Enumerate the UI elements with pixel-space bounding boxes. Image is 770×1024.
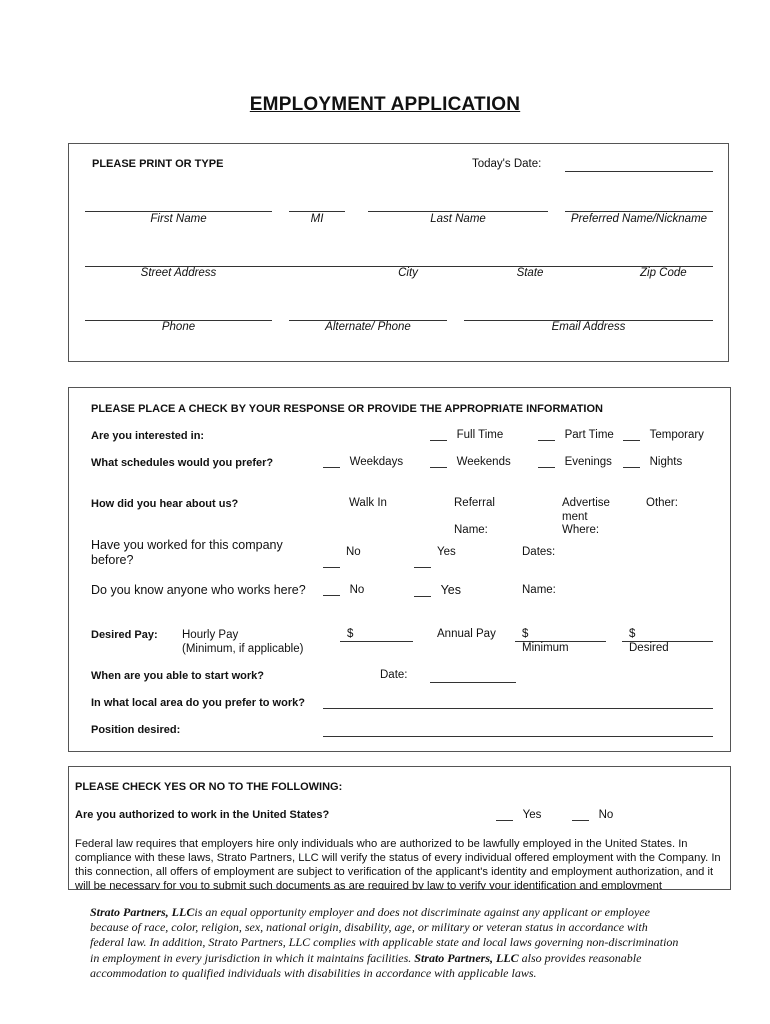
hourly-pay-dollar: $ <box>347 628 354 640</box>
todays-date-field[interactable] <box>565 171 713 172</box>
other-option[interactable]: Other: <box>646 497 678 509</box>
desired-caption: Desired <box>629 642 669 654</box>
weekdays-option[interactable]: Weekdays <box>323 456 403 468</box>
local-area-question: In what local area do you prefer to work? <box>91 697 305 709</box>
city-caption: City <box>398 267 418 279</box>
email-caption: Email Address <box>551 321 626 333</box>
hourly-pay-field[interactable] <box>340 641 413 642</box>
referral-name-label: Name: <box>454 524 488 536</box>
walk-in-option[interactable]: Walk In <box>349 497 387 509</box>
alt-phone-caption: Alternate/ Phone <box>325 321 411 333</box>
nickname-caption: Preferred Name/Nickname <box>570 213 708 225</box>
mi-field[interactable] <box>289 211 345 212</box>
start-date-field[interactable] <box>430 682 516 683</box>
start-work-question: When are you able to start work? <box>91 670 264 682</box>
eoe-company-name-2: Strato Partners, LLC <box>414 950 519 965</box>
todays-date-label: Today's Date: <box>472 158 542 170</box>
worked-yes-label: Yes <box>437 546 456 558</box>
yes-no-header: PLEASE CHECK YES OR NO TO THE FOLLOWING: <box>75 781 343 793</box>
federal-law-paragraph: Federal law requires that employers hire only individuals who are authorized to be lawfully employed in the United States. In compliance with these laws, Strato Partners, LLC will verify the status of every individual offered employment with the Company. In this connection, all offers of employment are subject to verification of the applicant's identity and employment authorization, and it will be necessary for you to submit such documents as are required by law to verify your identification and employment <box>75 838 721 890</box>
weekends-option[interactable]: Weekends <box>430 456 511 468</box>
hear-question: How did you hear about us? <box>91 498 239 510</box>
annual-desired-dollar: $ <box>629 628 636 640</box>
first-name-caption: First Name <box>150 213 207 225</box>
print-or-type-header: PLEASE PRINT OR TYPE <box>92 158 224 170</box>
worked-before-question: Have you worked for this company before? <box>91 538 283 567</box>
minimum-caption: Minimum <box>522 642 569 654</box>
last-name-field[interactable] <box>368 211 548 212</box>
worked-yes-checkbox[interactable] <box>414 567 431 568</box>
mi-caption: MI <box>310 213 324 225</box>
temporary-option[interactable]: Temporary <box>623 429 704 441</box>
part-time-option[interactable]: Part Time <box>538 429 614 441</box>
know-yes-option[interactable]: Yes <box>414 583 461 597</box>
authorized-no-option[interactable]: No <box>572 809 613 821</box>
know-anyone-question: Do you know anyone who works here? <box>91 583 306 597</box>
worked-no-label: No <box>346 546 361 558</box>
zip-code-caption: Zip Code <box>640 267 687 279</box>
last-name-caption: Last Name <box>430 213 486 225</box>
referral-option[interactable]: Referral <box>454 497 495 509</box>
desired-pay-label: Desired Pay: <box>91 629 158 641</box>
position-question: Position desired: <box>91 724 181 736</box>
hourly-pay-label: Hourly Pay (Minimum, if applicable) <box>182 629 304 655</box>
know-no-option[interactable]: No <box>323 584 364 596</box>
nickname-field[interactable] <box>565 211 713 212</box>
nights-option[interactable]: Nights <box>623 456 682 468</box>
know-name-label: Name: <box>522 584 556 596</box>
state-caption: State <box>516 267 544 279</box>
interested-question: Are you interested in: <box>91 430 205 442</box>
evenings-option[interactable]: Evenings <box>538 456 612 468</box>
work-authorization-question: Are you authorized to work in the United States? <box>75 809 330 821</box>
eoe-company-name: Strato Partners, LLC <box>90 905 195 919</box>
advertisement-option[interactable]: Advertise ment Where: <box>562 497 610 536</box>
worked-no-checkbox[interactable] <box>323 567 340 568</box>
equal-opportunity-statement: Strato Partners, LLCis an equal opportunity employer and does not discriminate against any applicant or employee because of race, color, religion, sex, national origin, disability, age, or military or veteran status in accordance with federal law. In addition, Strato Partners, LLC complies with applicable state and local laws governing non-discrimination in employment in every jurisdiction in which it maintains facilities. Strato Partners, LLC also provides reasonable accommodation to qualified individuals with disabilities in accordance with applicable laws. <box>90 905 679 980</box>
page-title: EMPLOYMENT APPLICATION <box>249 94 521 115</box>
authorization-notice-clip <box>75 837 725 890</box>
street-address-caption: Street Address <box>140 267 217 279</box>
worked-dates-label: Dates: <box>522 546 556 558</box>
schedule-question: What schedules would you prefer? <box>91 457 274 469</box>
first-name-field[interactable] <box>85 211 272 212</box>
authorized-yes-option[interactable]: Yes <box>496 809 541 821</box>
full-time-option[interactable]: Full Time <box>430 429 503 441</box>
annual-min-dollar: $ <box>522 628 529 640</box>
start-date-label: Date: <box>380 669 408 681</box>
position-field[interactable] <box>323 736 713 737</box>
annual-pay-label: Annual Pay <box>437 628 496 640</box>
info-header: PLEASE PLACE A CHECK BY YOUR RESPONSE OR PROVIDE THE APPROPRIATE INFORMATION <box>91 403 603 415</box>
phone-caption: Phone <box>161 321 196 333</box>
local-area-field[interactable] <box>323 708 713 709</box>
